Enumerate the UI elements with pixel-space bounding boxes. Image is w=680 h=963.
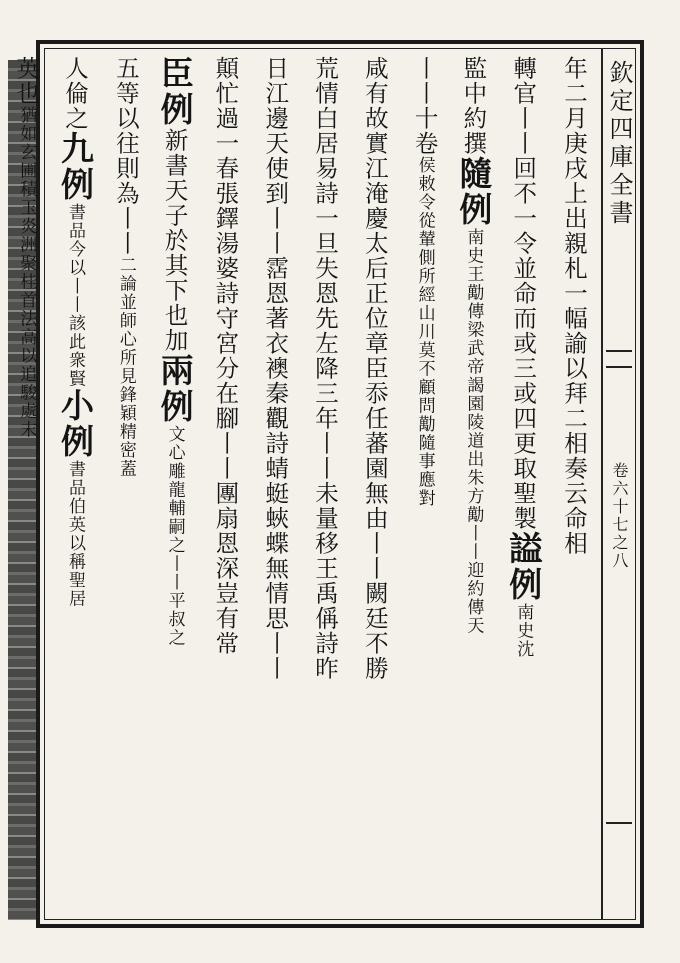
annotation-text: 文心雕龍輔嗣之丨丨平叔之 [164,425,185,647]
body-text: 咸有故實江淹慶太后正位章臣忝任蕃園無由丨丨闕廷不勝 [360,56,389,681]
text-column [150,56,200,914]
entry-heading: 小例 [56,388,96,460]
text-column [498,56,548,914]
text-column [449,56,499,914]
annotation-text: 猶如玄圃積玉炎洲聚桂 [16,106,37,291]
annotation-text: 南史王勱傳梁武帝謁園陵道出朱方勱丨丨迎 [463,228,484,580]
annotation-text: 南史沈 [513,603,534,659]
body-text: 新書天子於其下也加 [160,128,189,353]
spine-volume: 卷六十七之八 [610,462,629,570]
text-column [100,56,150,914]
spine-column [605,52,633,914]
body-text: 丨丨十卷 [410,56,439,156]
annotation-text: 首法高以追駿處末 [16,291,37,439]
text-column [399,56,449,914]
text-column [50,56,100,914]
text-column [349,56,399,914]
body-text: 轉官丨丨回不一令並命而或三或四更取聖製 [509,56,538,531]
body-text: 監中約撰 [459,56,488,156]
entry-heading: 謚例 [504,531,544,603]
text-column [200,56,250,914]
spine-title: 欽定四庫全書 [605,60,633,228]
entry-heading: 九例 [56,131,96,203]
annotation-text: 侯敕令從輦側所經山川莫不顧問勱隨事應對 [414,156,435,508]
text-column [299,56,349,914]
annotation-text: 書品今以丨丨該此衆賢 [65,203,86,388]
annotation-text: 二論並師心所見鋒穎精密蓋 [115,256,136,478]
body-text: 人倫之 [61,56,90,131]
text-column [249,56,299,914]
body-text: 荒情白居易詩一旦失恩先左降三年丨丨未量移王禹偁詩昨 [311,56,340,681]
annotation-text: 書品伯英以稱聖居 [65,460,86,608]
entry-heading: 臣例 [155,56,195,128]
body-text: 英也 [12,56,41,106]
fish-tail-ornament [606,350,632,368]
annotation-text: 約傳天 [463,579,484,635]
entry-heading: 兩例 [155,353,195,425]
text-columns [12,56,598,914]
text-column [0,56,50,914]
entry-heading: 隨例 [454,156,494,228]
body-text: 顛忙過一春張鐸湯婆詩守宮分在腳丨丨團扇恩深豈有常 [211,56,240,656]
body-text: 五等以往則為丨丨 [111,56,140,256]
text-column [548,56,598,914]
body-text: 日江邊天使到丨丨霑恩著衣襖秦觀詩蜻蜓蛺蝶無情思丨丨 [261,56,290,681]
spine-divider [601,48,603,920]
spine-rule [606,822,632,824]
body-text: 年二月庚戌上出親札一幅諭以拜二相奏云命相 [560,56,588,556]
